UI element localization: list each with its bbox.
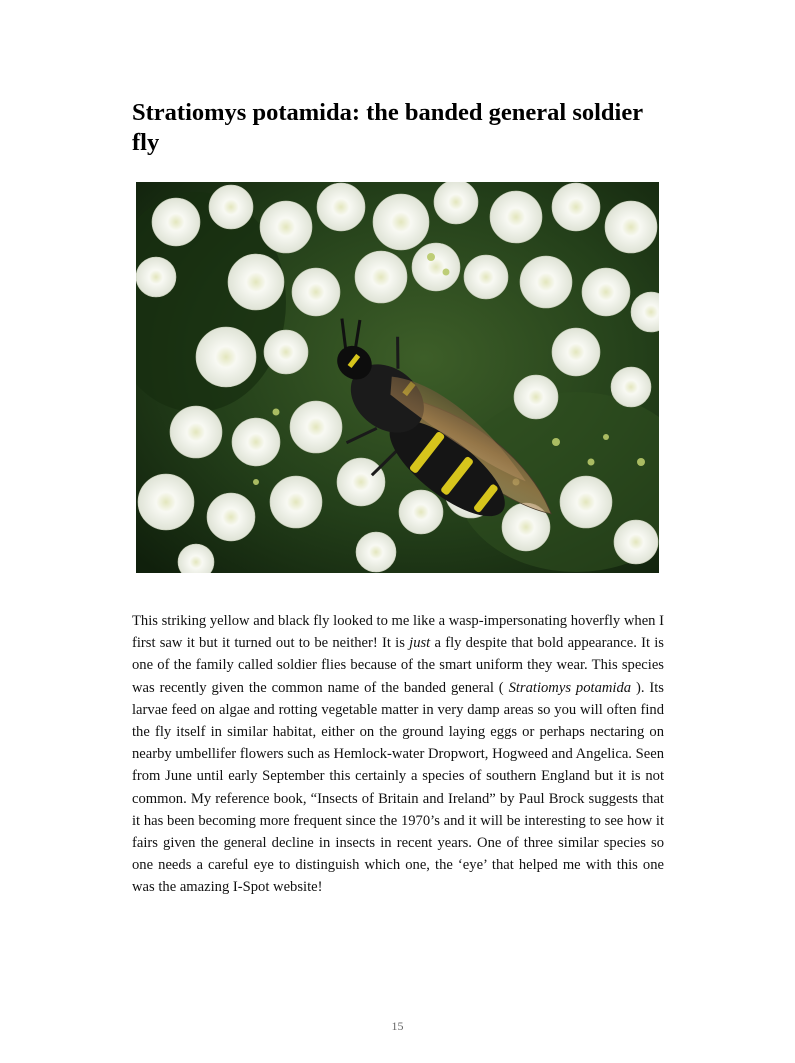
body-paragraph — [132, 610, 664, 899]
paragraph-part-2: a fly despite that bold appearance. It is one of the family called soldier flies because of the smart uniform they wear. This species was recently given the common name of the banded general ( — [132, 635, 664, 696]
page-number: 15 — [391, 1019, 404, 1033]
species-name: Stratiomys potamida — [508, 679, 632, 696]
page-title: Stratiomys potamida: the banded general soldier fly — [132, 99, 643, 156]
soldier-fly-photo — [136, 182, 659, 573]
paragraph-part-3: ). Its larvae feed on algae and rotting vegetable matter in very damp areas so you will often find the fly itself in similar habitat, either on the ground laying eggs or perhaps nectaring on nearby umbellifer flowers such as Hemlock-water Dropwort, Hogweed and Angelica. Seen from June until early September this certainly a species of southern England but it is not common. My reference book, “Insects of Britain and Ireland” by Paul Brock suggests that it has been becoming more frequent since the 1970’s and it will be interesting to see how it fairs given the general decline in insects in recent years. One of three similar species so one needs a careful eye to distinguish which one, the ‘eye’ that helped me with this one was the amazing I-Spot website! — [132, 679, 664, 896]
emphasis-word: just — [409, 635, 431, 652]
paragraph-part-1: This striking yellow and black fly looked to me like a wasp-impersonating hoverfly when I first saw it but it turned out to be neither! It is — [132, 613, 664, 652]
soldier-fly-on-umbellifer-photo-icon — [136, 182, 659, 573]
